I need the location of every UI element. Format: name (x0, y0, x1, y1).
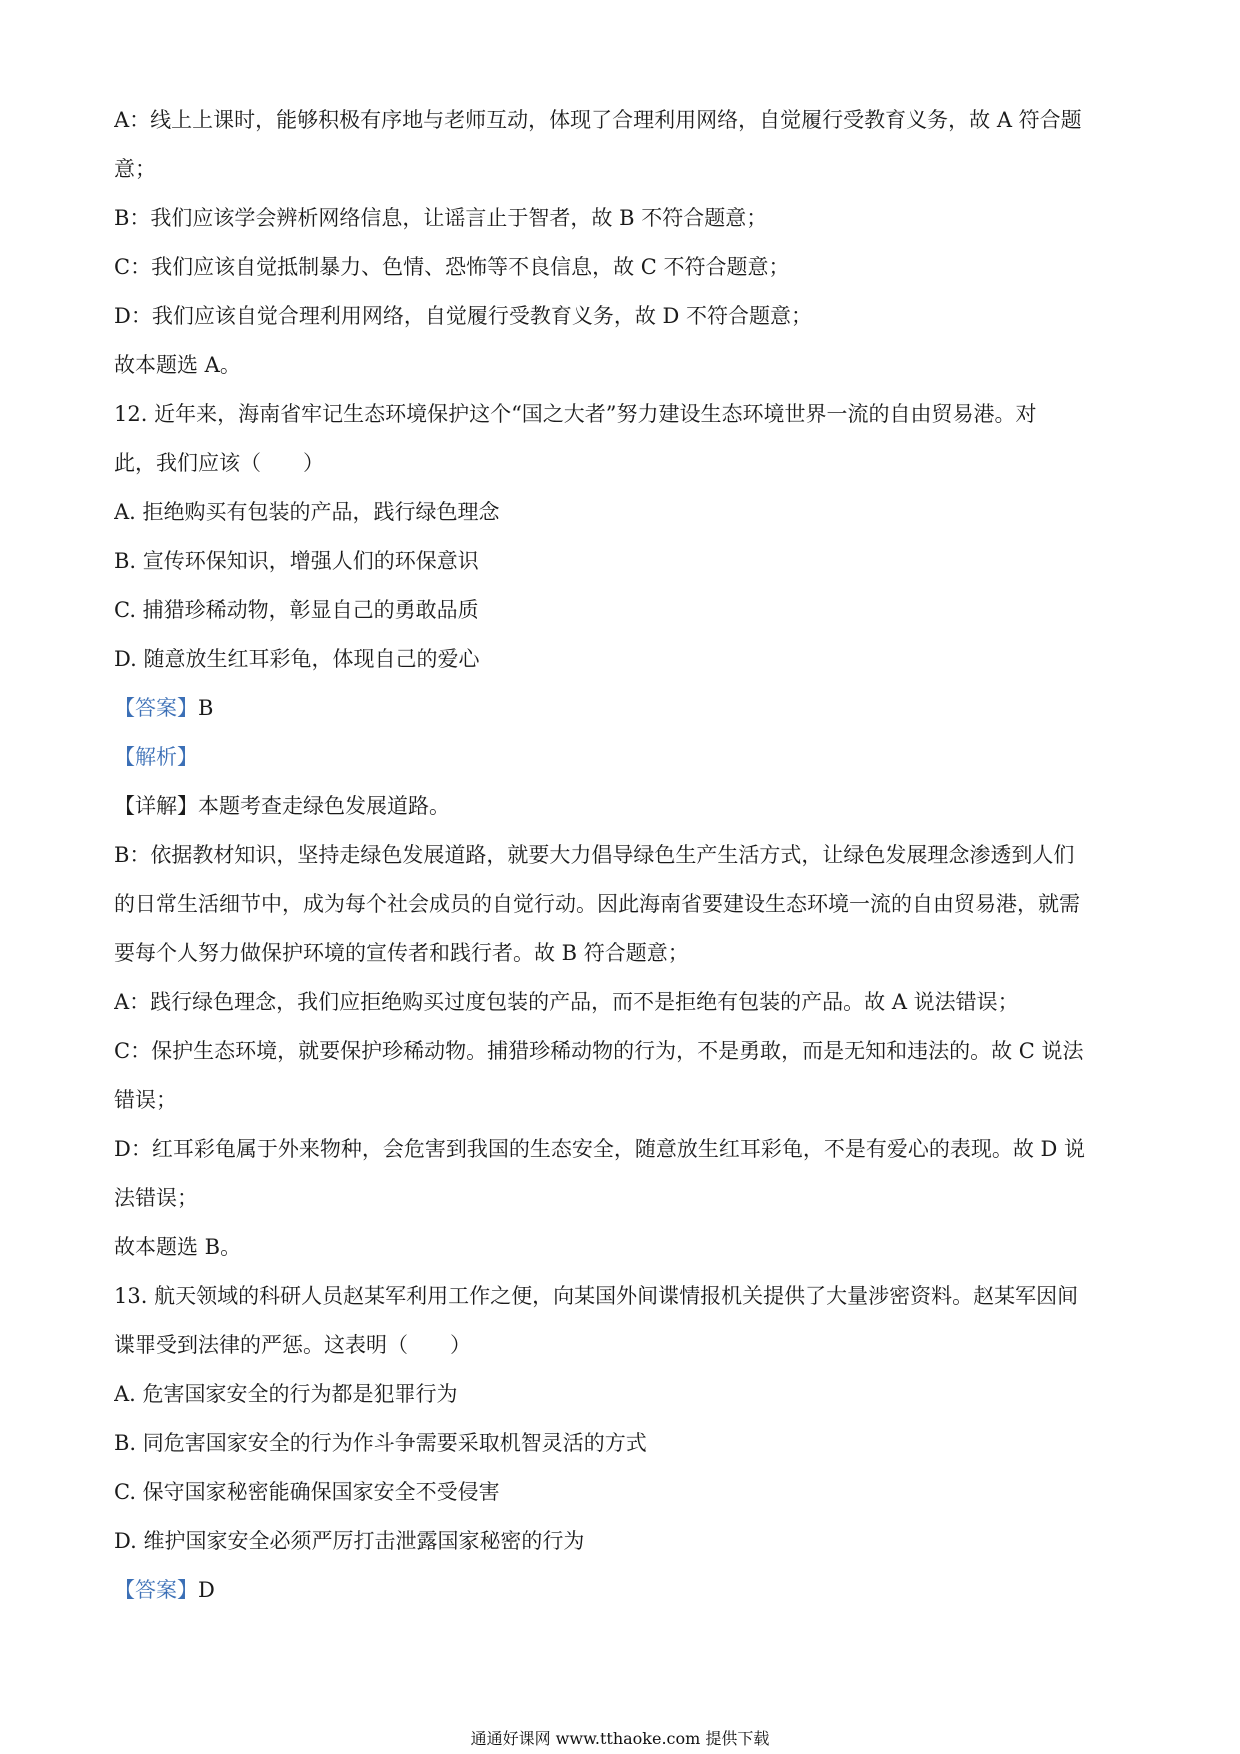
option-b: B. 宣传环保知识，增强人们的环保意识 (114, 549, 479, 573)
text-line: 意； (114, 157, 156, 181)
text-line: C：我们应该自觉抵制暴力、色情、恐怖等不良信息，故 C 不符合题意； (114, 255, 790, 279)
analysis-tag: 【解析】 (114, 745, 198, 769)
answer-line-13 (114, 1566, 1134, 1615)
page-footer: 通通好课网 www.tthaoke.com 提供下载 (470, 1729, 770, 1748)
text-line: D：红耳彩龟属于外来物种，会危害到我国的生态安全，随意放生红耳彩龟，不是有爱心的表现。故 D 说 (114, 1137, 1086, 1161)
text-line: A：线上上课时，能够积极有序地与老师互动，体现了合理利用网络，自觉履行受教育义务，故 A 符合题 (114, 108, 1082, 132)
option-a: A. 危害国家安全的行为都是犯罪行为 (114, 1382, 458, 1406)
detail-text: 本题考查走绿色发展道路。 (198, 794, 450, 818)
answer-value: D (198, 1578, 215, 1602)
text-line: 要每个人努力做保护环境的宣传者和践行者。故 B 符合题意； (114, 941, 689, 965)
text-line: B：依据教材知识，坚持走绿色发展道路，就要大力倡导绿色生产生活方式，让绿色发展理念渗透到人们 (114, 843, 1075, 867)
text-line: 法错误； (114, 1186, 198, 1210)
question-13-stem: 13. 航天领域的科研人员赵某军利用工作之便，向某国外间谍情报机关提供了大量涉密资料。赵某军因间 (114, 1284, 1079, 1308)
text-line: 故本题选 A。 (114, 353, 241, 377)
option-d: D. 维护国家安全必须严厉打击泄露国家秘密的行为 (114, 1529, 585, 1553)
text-line: 故本题选 B。 (114, 1235, 242, 1259)
option-c: C. 捕猎珍稀动物，彰显自己的勇敢品质 (114, 598, 479, 622)
answer-value: B (198, 696, 214, 720)
answer-line-12 (114, 684, 1134, 733)
analysis-line (114, 733, 1134, 782)
option-b: B. 同危害国家安全的行为作斗争需要采取机智灵活的方式 (114, 1431, 647, 1455)
text-line: A：践行绿色理念，我们应拒绝购买过度包装的产品，而不是拒绝有包装的产品。故 A 说法错误； (114, 990, 1019, 1014)
detail-line (114, 782, 1134, 831)
option-d: D. 随意放生红耳彩龟，体现自己的爱心 (114, 647, 480, 671)
question-13-stem-cont: 谍罪受到法律的严惩。这表明（ ） (114, 1333, 471, 1357)
answer-tag: 【答案】 (114, 1578, 198, 1602)
question-12-stem-cont: 此，我们应该（ ） (114, 451, 324, 475)
option-c: C. 保守国家秘密能确保国家安全不受侵害 (114, 1480, 500, 1504)
question-12-stem: 12. 近年来，海南省牢记生态环境保护这个“国之大者”努力建设生态环境世界一流的自由贸易港。对 (114, 402, 1037, 426)
document-body (114, 96, 1134, 1615)
text-line: C：保护生态环境，就要保护珍稀动物。捕猎珍稀动物的行为，不是勇敢，而是无知和违法的。故 C 说法 (114, 1039, 1084, 1063)
detail-tag: 【详解】 (114, 794, 198, 818)
text-line: B：我们应该学会辨析网络信息，让谣言止于智者，故 B 不符合题意； (114, 206, 768, 230)
answer-tag: 【答案】 (114, 696, 198, 720)
option-a: A. 拒绝购买有包装的产品，践行绿色理念 (114, 500, 500, 524)
text-line: D：我们应该自觉合理利用网络，自觉履行受教育义务，故 D 不符合题意； (114, 304, 813, 328)
text-line: 错误； (114, 1088, 177, 1112)
text-line: 的日常生活细节中，成为每个社会成员的自觉行动。因此海南省要建设生态环境一流的自由贸易港，就需 (114, 892, 1080, 916)
